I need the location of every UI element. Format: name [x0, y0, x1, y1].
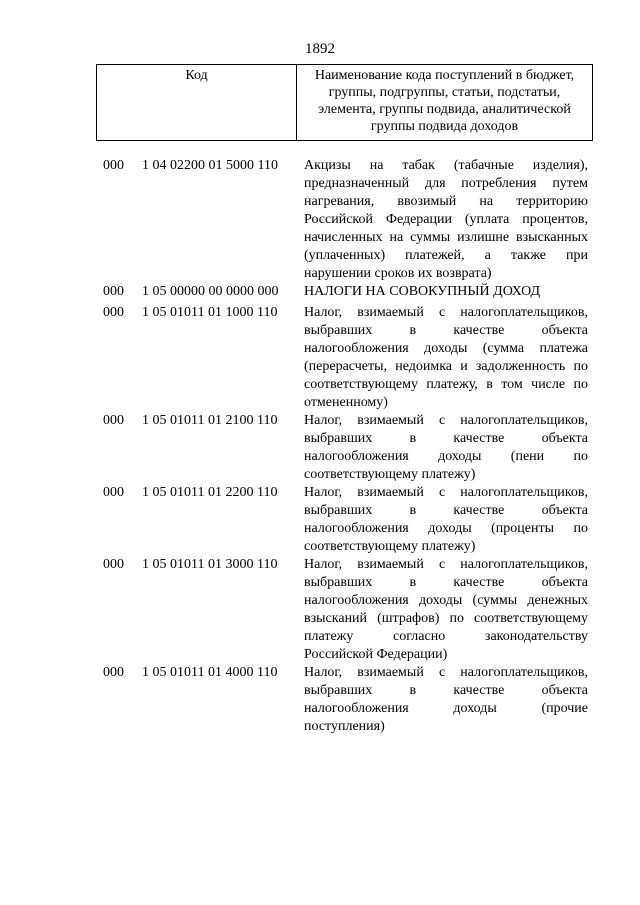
table-row — [0, 484, 640, 556]
description-line: предназначенный для потребления путем — [304, 176, 588, 191]
table-header — [96, 64, 593, 141]
description-line: налогообложения доходы (суммы денежных — [304, 593, 588, 608]
description-line: Налог, взимаемый с налогоплательщиков, — [304, 413, 588, 428]
table-row — [0, 556, 640, 664]
description-line: (уплаченных) платежей, а также при — [304, 248, 588, 263]
revenue-code: 1 05 01011 01 1000 110 — [142, 305, 278, 320]
revenue-code-list — [0, 157, 640, 736]
description-line: Налог, взимаемый с налогоплательщиков, — [304, 557, 588, 572]
revenue-description — [304, 283, 588, 301]
description-line: Налог, взимаемый с налогоплательщиков, — [304, 485, 588, 500]
description-line: выбравших в качестве объекта — [304, 575, 588, 590]
admin-code: 000 — [103, 284, 124, 299]
revenue-code: 1 05 01011 01 3000 110 — [142, 557, 278, 572]
description-line: Налог, взимаемый с налогоплательщиков, — [304, 305, 588, 320]
revenue-code: 1 05 01011 01 2100 110 — [142, 413, 278, 428]
description-line: налогообложения доходы (проценты по — [304, 521, 588, 536]
table-row — [0, 157, 640, 283]
description-line: платежу согласно законодательству — [304, 629, 588, 644]
description-line: Российской Федерации (уплата процентов, — [304, 212, 588, 227]
description-line: отмененному) — [304, 395, 388, 410]
admin-code: 000 — [103, 665, 124, 680]
revenue-description — [304, 157, 588, 283]
description-line: нарушении сроков их возврата) — [304, 266, 492, 281]
admin-code: 000 — [103, 413, 124, 428]
page-number: 1892 — [305, 41, 335, 57]
table-row — [0, 283, 640, 301]
header-code-cell: Код — [97, 65, 297, 140]
description-line: соответствующему платежу) — [304, 467, 476, 482]
description-line: выбравших в качестве объекта — [304, 503, 588, 518]
revenue-code: 1 04 02200 01 5000 110 — [142, 158, 278, 173]
description-line: налогообложения доходы (прочие — [304, 701, 588, 716]
description-line: налогообложения доходы (сумма платежа — [304, 341, 588, 356]
revenue-description — [304, 556, 588, 664]
description-line: поступления) — [304, 719, 385, 734]
description-line: налогообложения доходы (пени по — [304, 449, 588, 464]
revenue-code: 1 05 00000 00 0000 000 — [142, 284, 279, 299]
table-row — [0, 412, 640, 484]
description-line: Налог, взимаемый с налогоплательщиков, — [304, 665, 588, 680]
description-line: взысканий (штрафов) по соответствующему — [304, 611, 588, 626]
description-line: соответствующему платежу, в том числе по — [304, 377, 588, 392]
description-line: нагревания, ввозимый на территорию — [304, 194, 588, 209]
description-line: (перерасчеты, недоимка и задолженность по — [304, 359, 588, 374]
header-name-cell — [297, 65, 592, 140]
description-line: выбравших в качестве объекта — [304, 431, 588, 446]
revenue-code: 1 05 01011 01 4000 110 — [142, 665, 278, 680]
header-name-line: Наименование кода поступлений в бюджет, — [314, 68, 575, 83]
header-name-line: группы, подгруппы, статьи, подстатьи, — [328, 85, 561, 100]
admin-code: 000 — [103, 158, 124, 173]
description-line: соответствующему платежу) — [304, 539, 476, 554]
table-row — [0, 664, 640, 736]
description-line: Российской Федерации) — [304, 647, 448, 662]
description-line: выбравших в качестве объекта — [304, 323, 588, 338]
table-row — [0, 304, 640, 412]
header-name-line: группы подвида доходов — [370, 119, 519, 134]
description-line: НАЛОГИ НА СОВОКУПНЫЙ ДОХОД — [304, 284, 541, 299]
description-line: выбравших в качестве объекта — [304, 683, 588, 698]
revenue-code: 1 05 01011 01 2200 110 — [142, 485, 278, 500]
revenue-description — [304, 664, 588, 736]
revenue-description — [304, 412, 588, 484]
admin-code: 000 — [103, 557, 124, 572]
header-name-line: элемента, группы подвида, аналитической — [318, 102, 571, 117]
admin-code: 000 — [103, 485, 124, 500]
admin-code: 000 — [103, 305, 124, 320]
description-line: начисленных на суммы излишне взысканных — [304, 230, 588, 245]
description-line: Акцизы на табак (табачные изделия), — [304, 158, 588, 173]
revenue-description — [304, 484, 588, 556]
revenue-description — [304, 304, 588, 412]
